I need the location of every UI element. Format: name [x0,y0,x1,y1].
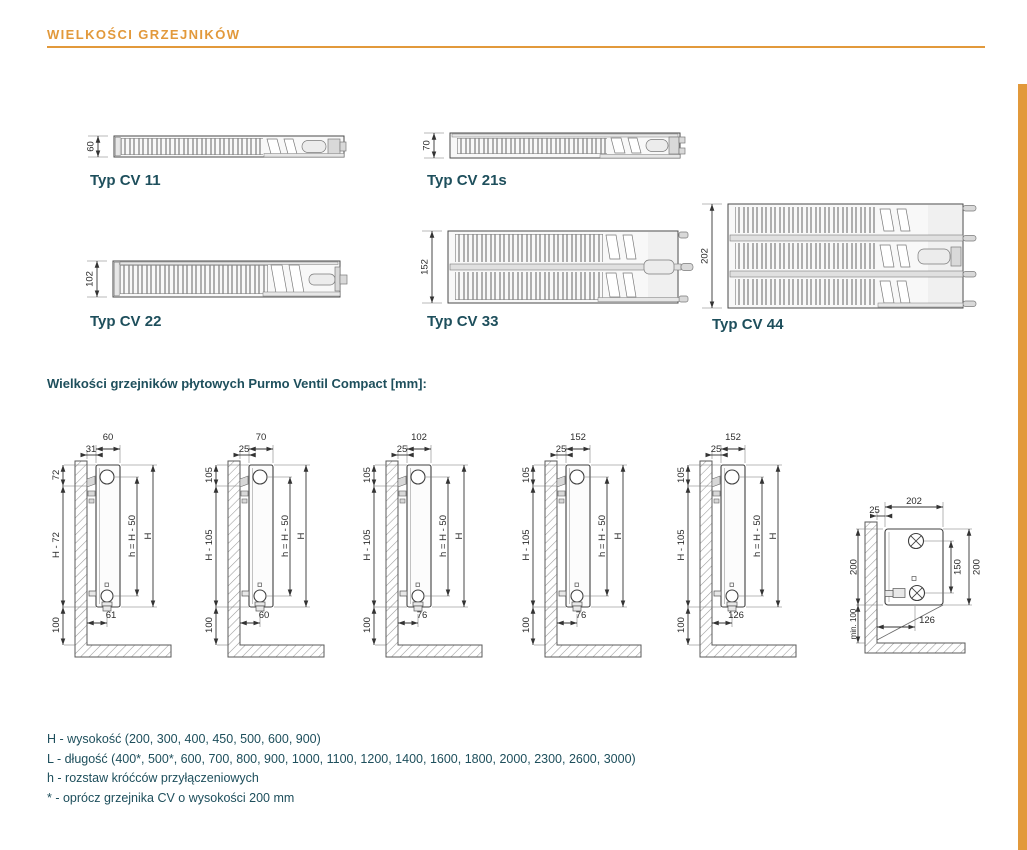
legend-length: L - długość (400*, 500*, 600, 700, 800, 900, 1000, 1100, 1200, 1400, 1600, 1800, 2000, 2300, 2600, 3000) [47,751,636,766]
cross-section-cv44 [692,200,984,312]
dim-depth-cv22: 102 [84,271,96,287]
dim-wall-offset: 25 [396,444,408,455]
section-subtitle: Wielkości grzejników płytowych Purmo Ventil Compact [mm]: [47,376,427,391]
legend-height: H - wysokość (200, 300, 400, 450, 500, 600, 900) [47,732,321,746]
dim-depth: 60 [102,432,114,443]
side-view-cv21s [202,425,357,665]
dim-clearance: min. 100 [849,608,858,640]
side-view-cv33 [519,425,674,665]
header-rule [47,46,985,48]
dim-depth: 152 [570,432,586,443]
dim-valve-offset: 126 [728,610,744,621]
dim-height-right: 200 [971,559,983,575]
dim-depth-cv44: 202 [699,248,711,264]
dim-middle: H - 105 [362,529,373,561]
type-label-cv11: Typ CV 11 [90,172,161,189]
dim-depth: 70 [255,432,267,443]
dim-height: H [454,532,465,540]
legend-spacing: h - rozstaw króćców przyłączeniowych [47,771,259,785]
dim-upper: 105 [204,467,215,483]
type-label-cv44: Typ CV 44 [712,316,784,333]
type-label-cv33: Typ CV 33 [427,313,499,330]
dim-pipe-spacing: h = H - 50 [127,515,138,557]
dim-depth-cv33: 152 [419,259,431,275]
type-label-cv22: Typ CV 22 [90,313,162,330]
type-label-cv21s: Typ CV 21s [427,172,507,189]
dim-pipe-spacing: h = H - 50 [597,515,608,557]
dim-depth-cv11: 60 [85,141,97,152]
dim-height: H [143,532,154,540]
dim-upper: 72 [51,469,62,481]
dim-lower: 100 [362,617,373,633]
dim-wall-offset: 25 [869,505,880,516]
dim-wall-offset: 31 [85,444,97,455]
dim-depth: 102 [411,432,427,443]
side-view-cv22 [360,425,515,665]
dim-height: H [768,532,779,540]
dim-wall-offset: 25 [555,444,567,455]
dim-middle: H - 72 [51,532,62,558]
detail-view-cv44 [845,454,1027,666]
dim-wall-offset: 25 [710,444,722,455]
dim-lower: 100 [51,617,62,633]
dim-upper: 105 [676,467,687,483]
dim-pipe-spacing: h = H - 50 [280,515,291,557]
dim-depth-cv21s: 70 [421,140,433,151]
cross-section-cv22 [77,257,349,301]
dim-middle: H - 105 [521,529,532,561]
dim-valve-offset: 61 [105,610,117,621]
dim-upper: 105 [362,467,373,483]
dim-middle: H - 105 [676,529,687,561]
dim-middle: H - 105 [204,529,215,561]
dim-wall-offset: 25 [238,444,250,455]
dim-valve-offset: 60 [258,610,270,621]
dim-depth: 152 [725,432,741,443]
dim-depth: 202 [906,496,922,507]
dim-pipe-spacing: h = H - 50 [752,515,763,557]
cross-section-cv11 [78,132,352,162]
dim-valve-offset: 76 [575,610,587,621]
dim-height: H [296,532,307,540]
cross-section-cv21s [414,129,680,163]
legend-note: * - oprócz grzejnika CV o wysokości 200 mm [47,790,295,805]
legend [47,730,636,808]
dim-lower: 100 [676,617,687,633]
dim-valve-offset: 76 [416,610,428,621]
dim-pipe-spacing: 150 [952,559,964,575]
dim-height: H [613,532,624,540]
dim-pipe-spacing: h = H - 50 [438,515,449,557]
dim-lower: 100 [204,617,215,633]
dim-lower: 100 [521,617,532,633]
cross-section-cv33 [412,227,692,307]
dim-valve-offset: 126 [919,615,935,626]
side-view-cv33-wide [674,425,829,665]
dim-upper: 105 [521,467,532,483]
side-view-cv11 [49,425,204,665]
page-title: WIELKOŚCI GRZEJNIKÓW [47,27,241,42]
dim-height-left: 200 [848,559,860,575]
